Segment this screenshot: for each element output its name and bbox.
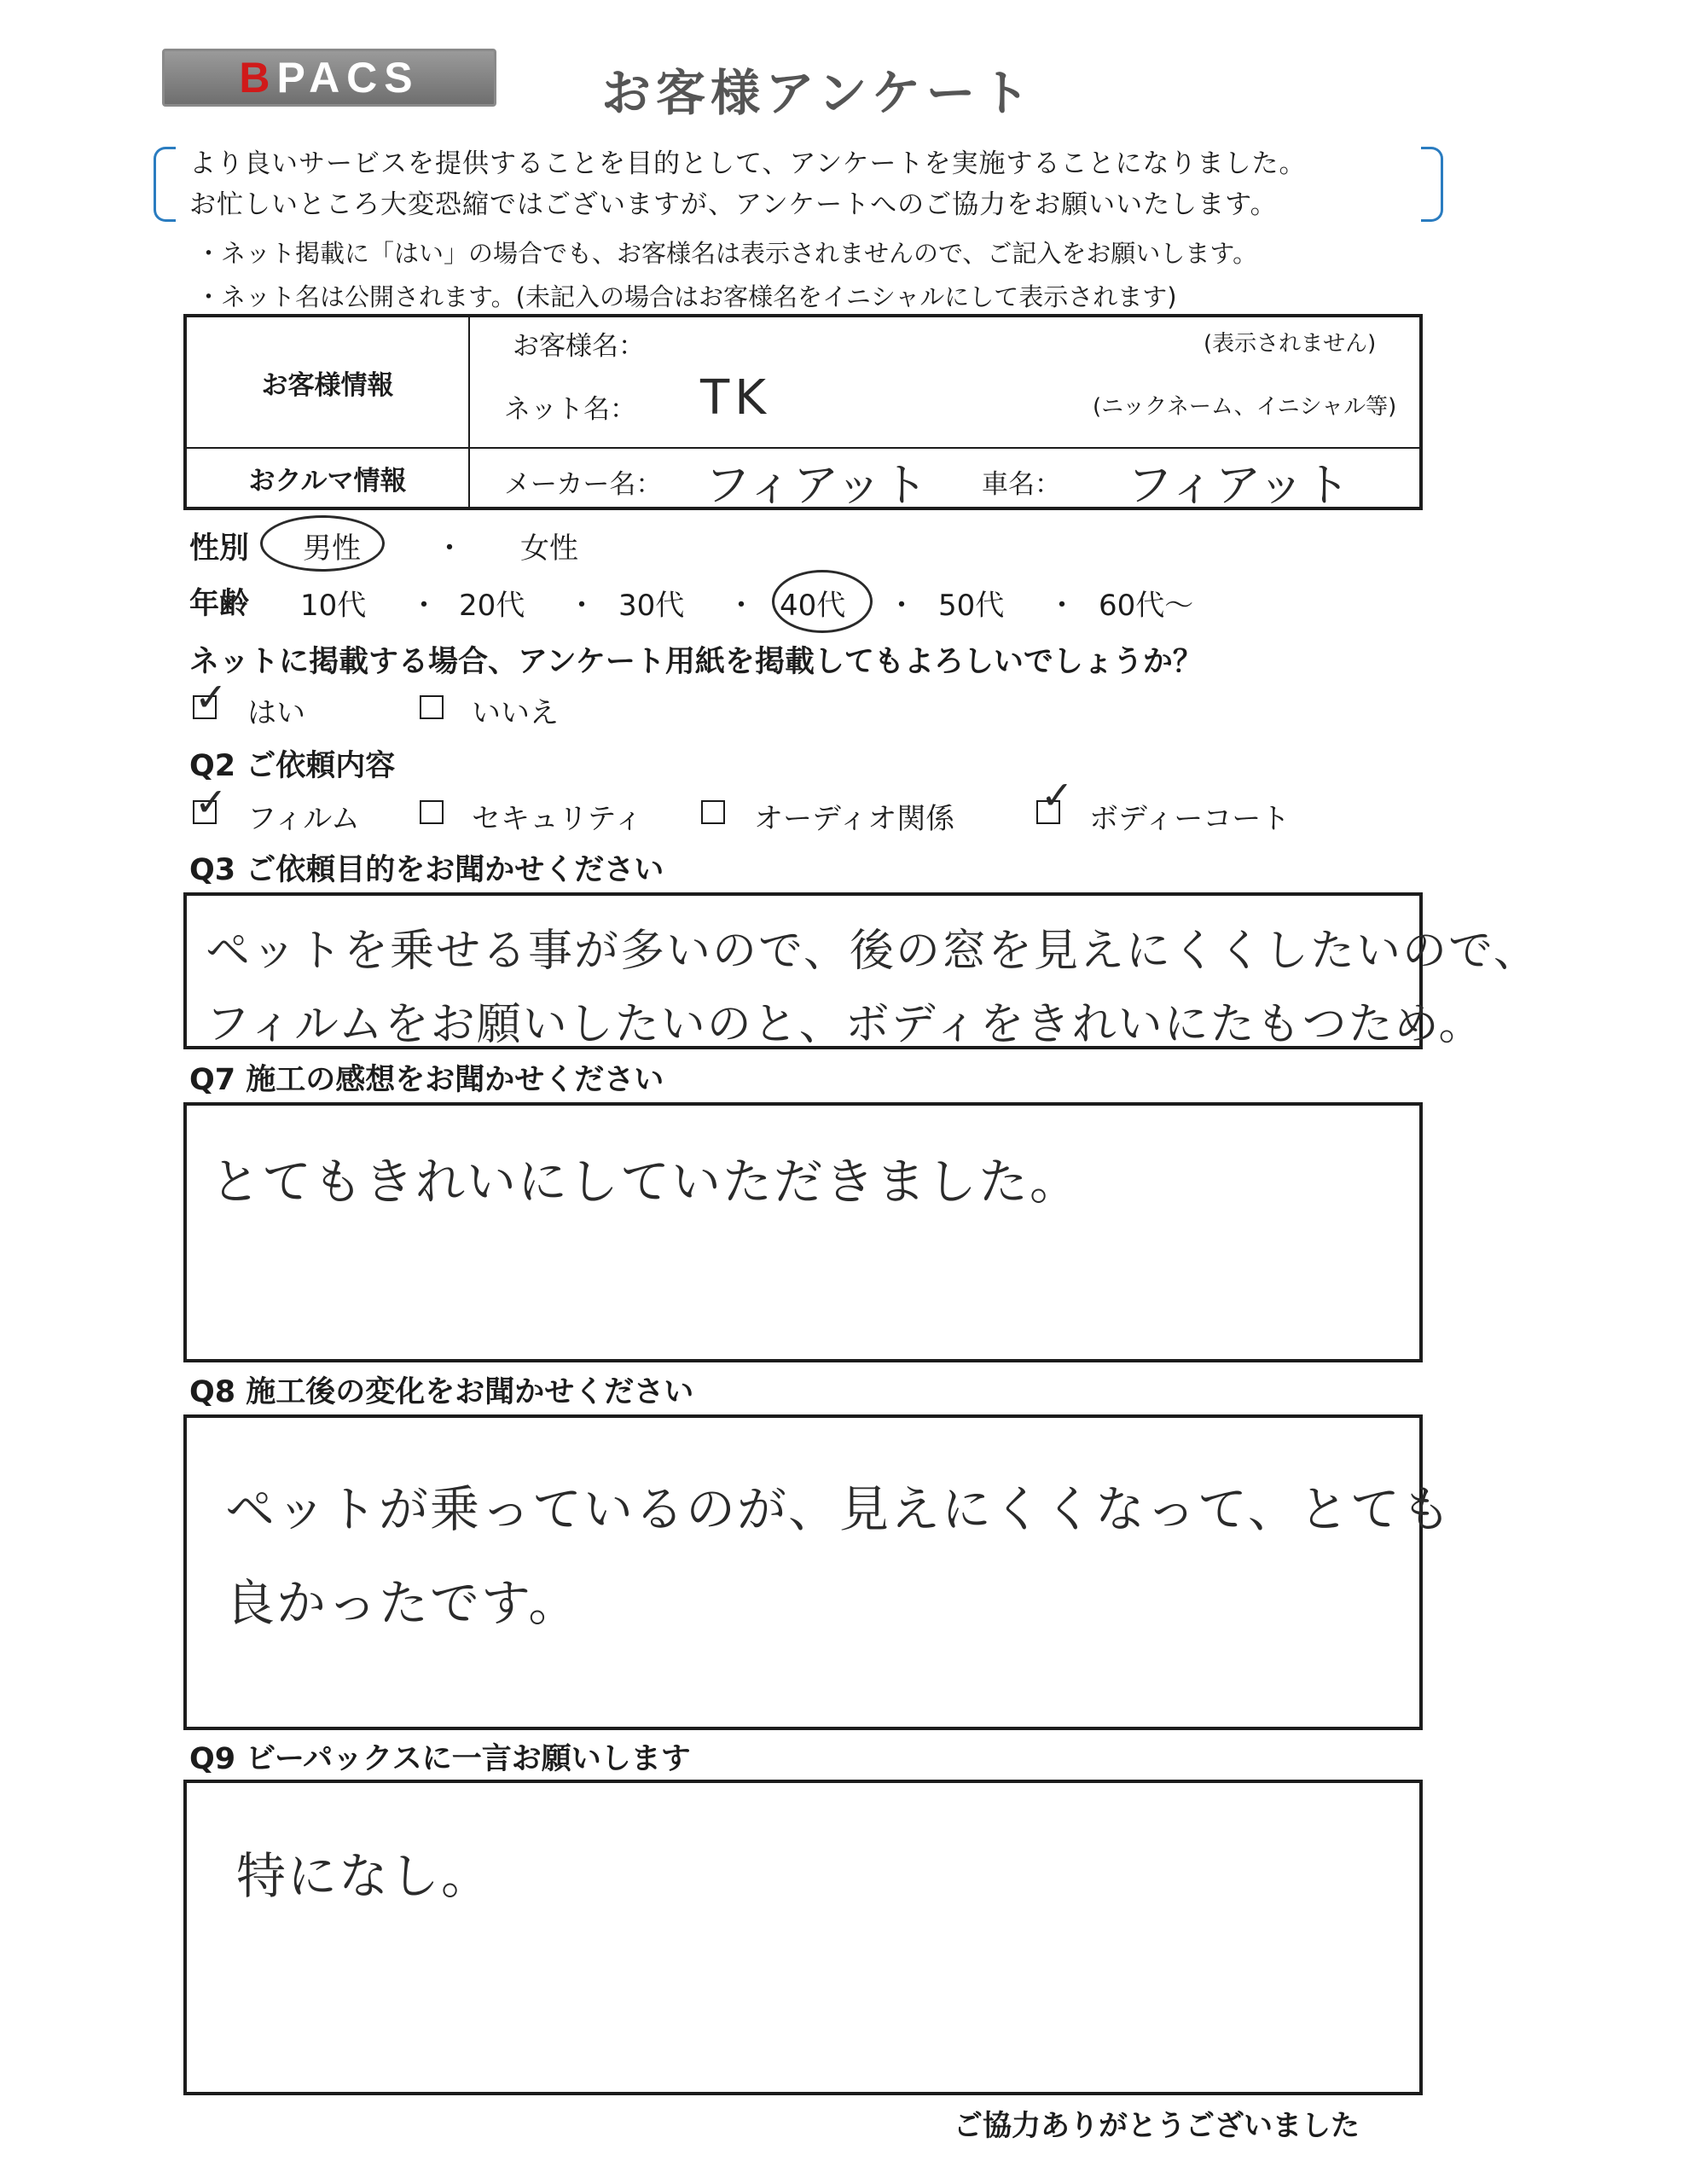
- car-info-cell: [469, 448, 1421, 512]
- maker-label: メーカー名：: [504, 469, 663, 500]
- left-bracket: [154, 147, 176, 222]
- age-separator: ・: [887, 589, 916, 623]
- q2-bodycoat-label: ボディーコート: [1089, 802, 1291, 836]
- q2-audio-label: オーディオ関係: [754, 802, 955, 836]
- q2-security-label: セキュリティ: [472, 802, 643, 836]
- publish-question: ネットに掲載する場合、アンケート用紙を掲載してもよろしいでしょうか？: [189, 645, 1203, 679]
- q2-film-label: フィルム: [247, 802, 360, 836]
- customer-name-hint: (表示されません): [1204, 331, 1377, 357]
- age-option-60[interactable]: 60代～: [1099, 589, 1194, 623]
- gender-female[interactable]: 女性: [520, 531, 578, 566]
- checkmark-icon: ✓: [1041, 772, 1074, 818]
- logo-text: [165, 51, 494, 104]
- publish-no-checkbox[interactable]: [420, 695, 444, 719]
- net-name-value[interactable]: TK: [700, 370, 771, 426]
- q7-answer-box[interactable]: [183, 1102, 1423, 1362]
- customer-info-cell: [469, 316, 1421, 448]
- gender-separator: ・: [435, 531, 464, 566]
- maker-value[interactable]: フィアット: [705, 458, 928, 512]
- info-table: [183, 314, 1423, 510]
- q2-label: Q2 ご依頼内容: [189, 749, 396, 783]
- gender-male[interactable]: 男性: [303, 531, 361, 566]
- intro-line-2: お忙しいところ大変恐縮ではございますが、アンケートへのご協力をお願いいたします。: [189, 189, 1278, 220]
- logo-letter-b: B: [239, 54, 277, 102]
- net-name-label: ネット名：: [504, 394, 636, 425]
- q3-label: Q3 ご依頼目的をお聞かせください: [189, 853, 664, 887]
- age-option-40[interactable]: 40代: [780, 589, 846, 623]
- net-name-hint: (ニックネーム、イニシャル等): [1093, 394, 1397, 420]
- age-separator: ・: [409, 589, 438, 623]
- q9-answer-line-1: 特になし。: [236, 1847, 493, 1905]
- age-separator: ・: [1047, 589, 1076, 623]
- q8-answer-box[interactable]: [183, 1414, 1453, 1730]
- thanks-message: ご協力ありがとうございました: [954, 2109, 1360, 2143]
- publish-no-label: いいえ: [472, 696, 559, 730]
- age-option-30[interactable]: 30代: [618, 589, 685, 623]
- car-info-label: おクルマ情報: [185, 448, 469, 508]
- customer-info-label: お客様情報: [185, 316, 469, 448]
- customer-name-label: お客様名：: [513, 331, 645, 362]
- model-value[interactable]: フィアット: [1127, 458, 1350, 512]
- right-bracket: [1421, 147, 1443, 222]
- publish-yes-label: はい: [247, 696, 305, 730]
- q7-answer-line-1: とてもきれいにしていただきました。: [211, 1153, 1082, 1211]
- age-label: 年齢: [189, 587, 250, 621]
- checkmark-icon: ✓: [194, 674, 228, 720]
- q8-label: Q8 施工後の変化をお聞かせください: [189, 1375, 694, 1409]
- checkmark-icon: ✓: [194, 779, 228, 825]
- q7-label: Q7 施工の感想をお聞かせください: [189, 1063, 664, 1097]
- age-option-10[interactable]: 10代: [300, 589, 367, 623]
- q8-answer-line-2: 良かったです。: [225, 1574, 580, 1632]
- q8-answer-line-1: ペットが乗っているのが、見えにくくなって、とても: [225, 1480, 1453, 1538]
- logo-letters-pacs: PACS: [276, 54, 420, 102]
- note-line-2: ・ネット名は公開されます。(未記入の場合はお客様名をイニシャルにして表示されます): [196, 282, 1177, 311]
- page-title: お客様アンケート: [601, 64, 1035, 122]
- gender-label: 性別: [189, 531, 250, 566]
- q2-security-checkbox[interactable]: [420, 800, 444, 824]
- q3-answer-box[interactable]: [183, 892, 1540, 1050]
- q9-answer-box[interactable]: [183, 1780, 1423, 2095]
- age-separator: ・: [567, 589, 596, 623]
- q9-label: Q9 ビーパックスに一言お願いします: [189, 1742, 691, 1776]
- model-label: 車名：: [982, 469, 1061, 500]
- q3-answer-line-2: フィルムをお願いしたいのと、ボディをきれいにたもつため。: [206, 999, 1485, 1050]
- bpacs-logo: [162, 49, 496, 107]
- q3-answer-line-1: ペットを乗せる事が多いので、後の窓を見えにくくしたいので、: [206, 926, 1540, 977]
- note-line-1: ・ネット掲載に「はい」の場合でも、お客様名は表示されませんので、ご記入をお願いします。: [196, 239, 1258, 268]
- age-option-20[interactable]: 20代: [459, 589, 525, 623]
- age-separator: ・: [727, 589, 756, 623]
- q2-audio-checkbox[interactable]: [701, 800, 725, 824]
- intro-line-1: より良いサービスを提供することを目的として、アンケートを実施することになりました。: [189, 148, 1307, 179]
- age-option-50[interactable]: 50代: [938, 589, 1005, 623]
